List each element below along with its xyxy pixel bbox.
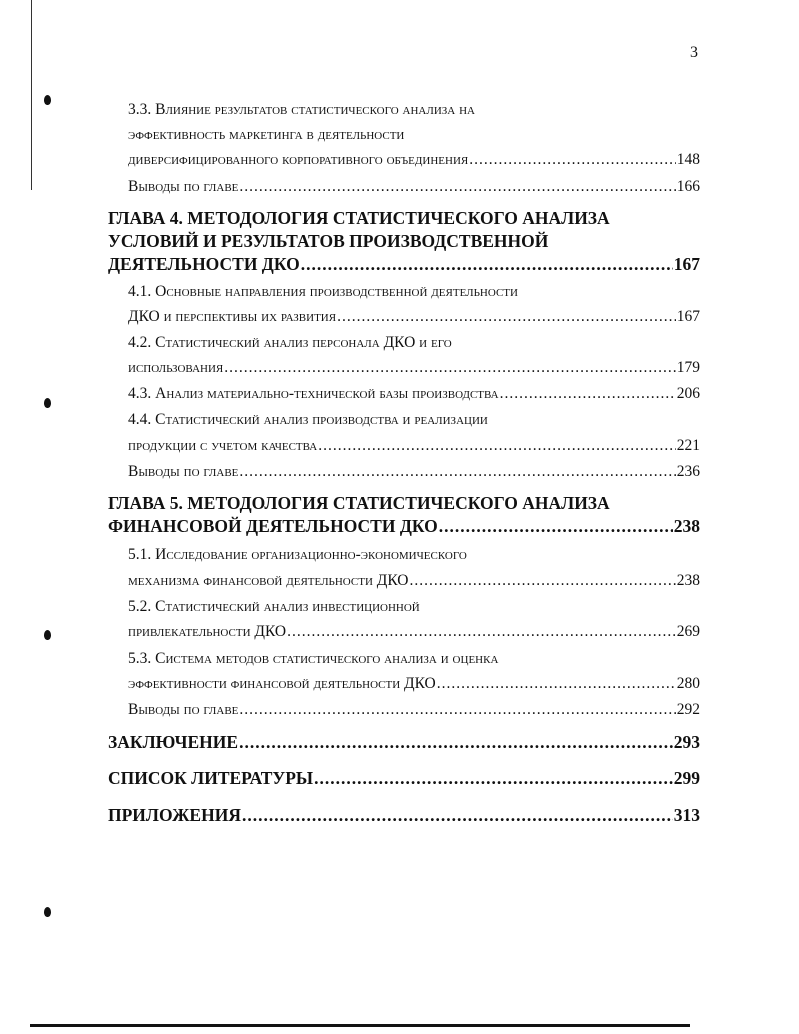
toc-chapter-line: ФИНАНСОВОЙ ДЕЯТЕЛЬНОСТИ ДКО xyxy=(108,516,438,536)
toc-page-number: 313 xyxy=(673,805,700,825)
toc-entry-line: продукции с учетом качества xyxy=(128,437,318,454)
toc-entry-line: Выводы по главе xyxy=(128,463,239,480)
toc-chapter-line: ГЛАВА 5. МЕТОДОЛОГИЯ СТАТИСТИЧЕСКОГО АНАЛИЗА xyxy=(108,493,610,513)
punch-hole-mark xyxy=(44,630,51,640)
dot-leader xyxy=(239,460,675,484)
punch-hole-mark xyxy=(44,907,51,917)
toc-entry-last-line xyxy=(128,356,700,380)
toc-entry-last-line xyxy=(128,382,700,406)
toc-page-number: 167 xyxy=(673,254,700,274)
toc-entry-line: диверсифицированного корпоративного объединения xyxy=(128,151,469,168)
toc-entry-line: использования xyxy=(128,359,224,376)
page-number: 3 xyxy=(690,44,698,61)
scan-bottom-edge-line xyxy=(30,1024,690,1027)
dot-leader xyxy=(469,148,676,172)
toc-entry-last-line xyxy=(128,434,700,458)
toc-page-number: 221 xyxy=(676,437,700,454)
dot-leader xyxy=(439,515,673,538)
dot-leader xyxy=(239,698,675,722)
punch-hole-mark xyxy=(44,95,51,105)
toc-page-number: 299 xyxy=(673,768,700,788)
toc-entry-line: привлекательности ДКО xyxy=(128,623,287,640)
toc-chapter-last-line xyxy=(108,253,700,276)
toc-entry-line: 4.3. Анализ материально-технической базы производства xyxy=(128,385,499,402)
toc-page-number: 179 xyxy=(676,359,700,376)
toc-entry-line: эффективности финансовой деятельности ДКО xyxy=(128,675,436,692)
dot-leader xyxy=(409,569,675,593)
toc-entry-last-line xyxy=(128,569,700,593)
toc-chapter-line: ЗАКЛЮЧЕНИЕ xyxy=(108,732,239,752)
toc-chapter-last-line xyxy=(108,515,700,538)
toc-entry-line: 4.2. Статистический анализ персонала ДКО и его xyxy=(128,334,452,351)
toc-page-number: 167 xyxy=(676,308,700,325)
toc-entry-last-line xyxy=(128,672,700,696)
toc-chapter-line: ГЛАВА 4. МЕТОДОЛОГИЯ СТАТИСТИЧЕСКОГО АНАЛИЗА xyxy=(108,208,610,228)
toc-page-number: 292 xyxy=(676,701,700,718)
dot-leader xyxy=(318,434,676,458)
toc-page-number: 293 xyxy=(673,732,700,752)
dot-leader xyxy=(301,253,673,276)
toc-entry-line: 4.4. Статистический анализ производства и реализации xyxy=(128,411,488,428)
toc-entry-last-line xyxy=(128,460,700,484)
toc-page-number: 238 xyxy=(673,516,700,536)
toc-entry-line: ДКО и перспективы их развития xyxy=(128,308,337,325)
toc-chapter-line: ДЕЯТЕЛЬНОСТИ ДКО xyxy=(108,254,300,274)
toc-entry-line: 5.2. Статистический анализ инвестиционной xyxy=(128,598,420,615)
dot-leader xyxy=(224,356,676,380)
toc-entry-last-line xyxy=(128,698,700,722)
toc-entry-line: 3.3. Влияние результатов статистического анализа на xyxy=(128,101,475,118)
dot-leader xyxy=(437,672,676,696)
toc-entry-last-line xyxy=(128,305,700,329)
dot-leader xyxy=(314,767,673,790)
toc-chapter-last-line xyxy=(108,804,700,827)
toc-page-number: 236 xyxy=(676,463,700,480)
toc-chapter-line: ПРИЛОЖЕНИЯ xyxy=(108,805,241,825)
toc-entry-line: 5.1. Исследование организационно-экономического xyxy=(128,546,467,563)
dot-leader xyxy=(239,731,673,754)
toc-entry-line: механизма финансовой деятельности ДКО xyxy=(128,572,409,589)
toc-entry-line: 5.3. Система методов статистического анализа и оценка xyxy=(128,650,499,667)
toc-chapter-last-line xyxy=(108,731,700,754)
toc-entry-line: 4.1. Основные направления производственной деятельности xyxy=(128,283,518,300)
toc-chapter-line: УСЛОВИЙ И РЕЗУЛЬТАТОВ ПРОИЗВОДСТВЕННОЙ xyxy=(108,231,549,251)
dot-leader xyxy=(337,305,676,329)
toc-entry-line: эффективность маркетинга в деятельности xyxy=(128,126,405,143)
toc-entry-last-line xyxy=(128,175,700,199)
punch-hole-mark xyxy=(44,398,51,408)
toc-entry-last-line xyxy=(128,148,700,172)
toc-page-number: 280 xyxy=(676,675,700,692)
toc-entry-line: Выводы по главе xyxy=(128,178,239,195)
dot-leader xyxy=(287,620,676,644)
scan-left-edge-line xyxy=(31,0,32,190)
dot-leader xyxy=(242,804,673,827)
toc-page-number: 166 xyxy=(676,178,700,195)
toc-page-number: 206 xyxy=(676,385,700,402)
toc-page-number: 238 xyxy=(676,572,700,589)
dot-leader xyxy=(239,175,675,199)
dot-leader xyxy=(500,382,676,406)
toc-page-number: 148 xyxy=(676,151,700,168)
toc-entry-line: Выводы по главе xyxy=(128,701,239,718)
toc-chapter-last-line xyxy=(108,767,700,790)
toc-page-number: 269 xyxy=(676,623,700,640)
toc-entry-last-line xyxy=(128,620,700,644)
toc-chapter-line: СПИСОК ЛИТЕРАТУРЫ xyxy=(108,768,314,788)
